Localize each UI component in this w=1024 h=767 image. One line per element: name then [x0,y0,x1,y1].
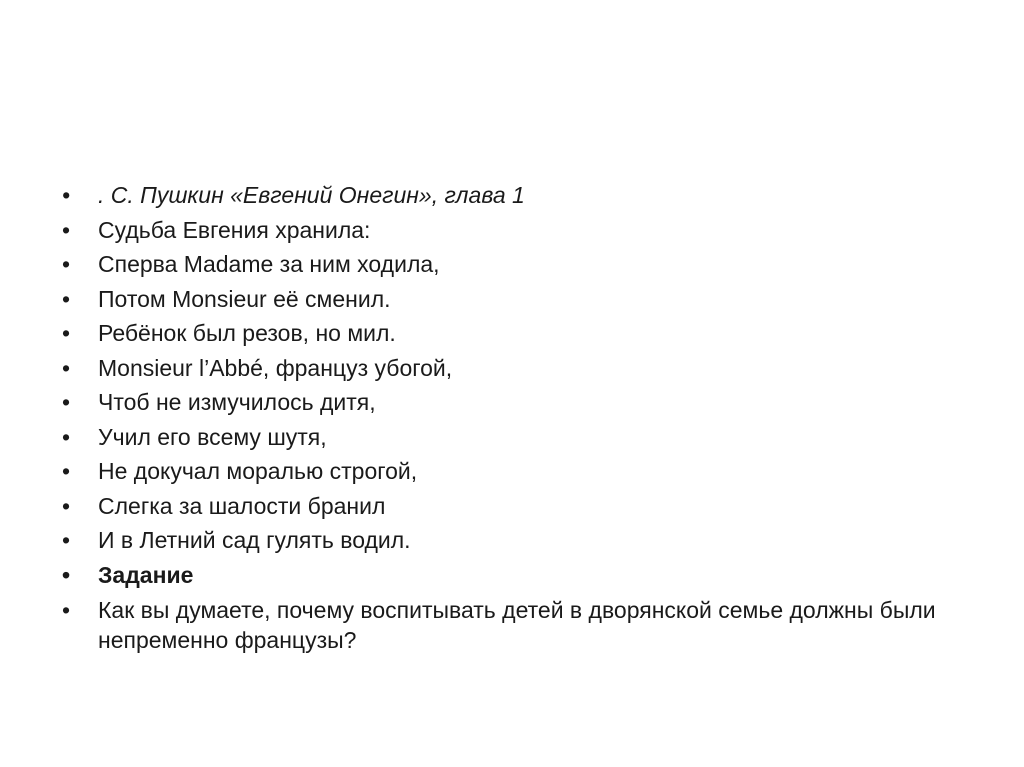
bullet-text: Как вы думаете, почему воспитывать детей в дворянской семье должны были непременно французы? [98,597,936,653]
bullet-text: Слегка за шалости бранил [98,492,386,519]
bullet-item [56,489,956,524]
bullet-item [56,420,956,455]
bullet-icon: • [61,320,71,346]
bullet-icon: • [61,251,71,277]
bullet-icon: • [61,492,71,519]
bullet-icon: • [61,216,71,243]
bullet-icon: • [61,423,71,450]
bullet-text: Учил его всему шутя, [98,423,327,450]
bullet-item-source [56,178,956,213]
bullet-icon: • [61,285,71,312]
bullet-item [56,282,956,317]
bullet-text: Ребёнок был резов, но мил. [98,320,396,346]
bullet-item [56,454,956,489]
bullet-icon: • [61,527,71,553]
bullet-list [56,178,956,655]
bullet-icon: • [61,458,71,484]
bullet-text: Судьба Евгения хранила: [98,216,371,243]
bullet-text: Monsieur l’Abbé, француз убогой, [98,354,453,381]
bullet-item [56,213,956,248]
bullet-item-task-heading [56,558,956,593]
bullet-text: Сперва Madame за ним ходила, [98,251,440,277]
bullet-icon: • [61,182,71,208]
bullet-item-question [56,592,956,655]
bullet-text: Не докучал моралью строгой, [98,458,418,484]
bullet-item [56,351,956,386]
bullet-icon: • [61,561,71,588]
bullet-text: . С. Пушкин «Евгений Онегин», глава 1 [98,182,525,208]
bullet-icon: • [61,354,71,381]
bullet-item [56,523,956,558]
bullet-text: Чтоб не измучилось дитя, [98,389,376,415]
bullet-icon: • [61,389,71,415]
bullet-item [56,316,956,351]
bullet-text: И в Летний сад гулять водил. [98,527,411,553]
bullet-text: Потом Monsieur её сменил. [98,285,391,312]
bullet-item [56,385,956,420]
bullet-icon: • [61,597,71,623]
bullet-item [56,247,956,282]
bullet-text: Задание [98,561,194,588]
